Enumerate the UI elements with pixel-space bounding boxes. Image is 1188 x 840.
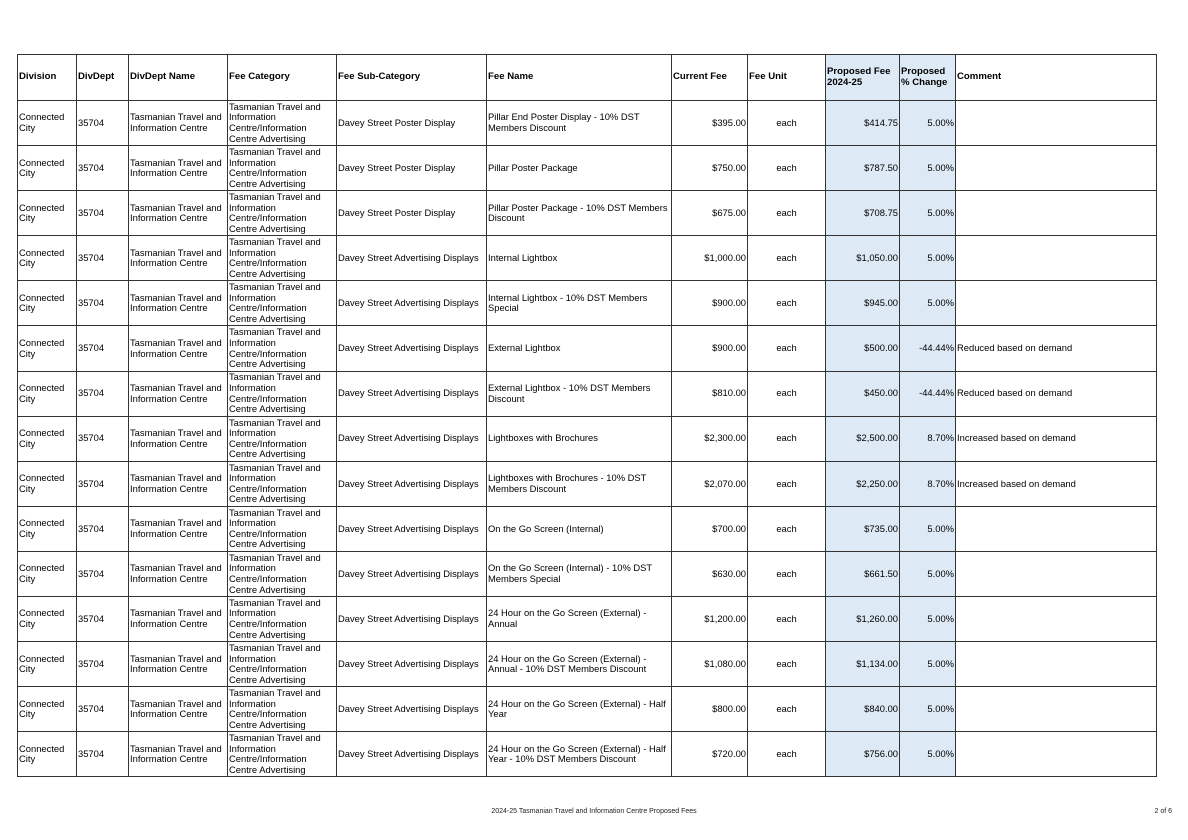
divdept-cell: 35704 xyxy=(77,506,129,551)
table-row xyxy=(18,642,1157,687)
fee-subcategory-cell: Davey Street Advertising Displays xyxy=(337,551,487,596)
table-row xyxy=(18,326,1157,371)
proposed-fee-cell: $661.50 xyxy=(826,551,900,596)
fee-name-cell: Pillar Poster Package xyxy=(487,146,672,191)
proposed-fee-cell: $450.00 xyxy=(826,371,900,416)
fee-subcategory-cell: Davey Street Advertising Displays xyxy=(337,281,487,326)
fee-unit-cell: each xyxy=(748,236,826,281)
divdept-cell: 35704 xyxy=(77,687,129,732)
current-fee-cell: $675.00 xyxy=(672,191,748,236)
divdept-cell: 35704 xyxy=(77,146,129,191)
division-cell: Connected City xyxy=(18,597,77,642)
header-row xyxy=(18,55,1157,101)
table-row xyxy=(18,146,1157,191)
current-fee-cell: $810.00 xyxy=(672,371,748,416)
divdept-cell: 35704 xyxy=(77,326,129,371)
fee-subcategory-cell: Davey Street Advertising Displays xyxy=(337,687,487,732)
current-fee-cell: $630.00 xyxy=(672,551,748,596)
column-header: Fee Sub-Category xyxy=(337,55,487,101)
comment-cell xyxy=(956,146,1157,191)
division-cell: Connected City xyxy=(18,416,77,461)
page-number: 2 of 6 xyxy=(1154,808,1172,815)
fee-subcategory-cell: Davey Street Advertising Displays xyxy=(337,236,487,281)
division-cell: Connected City xyxy=(18,732,77,777)
fee-name-cell: 24 Hour on the Go Screen (External) - Half Year xyxy=(487,687,672,732)
divdept-cell: 35704 xyxy=(77,461,129,506)
fee-unit-cell: each xyxy=(748,416,826,461)
proposed-change-cell: 5.00% xyxy=(900,101,956,146)
table-row xyxy=(18,371,1157,416)
division-cell: Connected City xyxy=(18,461,77,506)
divdept-name-cell: Tasmanian Travel and Information Centre xyxy=(129,732,228,777)
divdept-name-cell: Tasmanian Travel and Information Centre xyxy=(129,371,228,416)
column-header: Proposed % Change xyxy=(900,55,956,101)
current-fee-cell: $1,080.00 xyxy=(672,642,748,687)
column-header: DivDept Name xyxy=(129,55,228,101)
proposed-change-cell: -44.44% xyxy=(900,371,956,416)
proposed-change-cell: 5.00% xyxy=(900,551,956,596)
divdept-cell: 35704 xyxy=(77,371,129,416)
proposed-change-cell: 5.00% xyxy=(900,236,956,281)
fee-unit-cell: each xyxy=(748,597,826,642)
comment-cell xyxy=(956,732,1157,777)
divdept-name-cell: Tasmanian Travel and Information Centre xyxy=(129,191,228,236)
table-row xyxy=(18,101,1157,146)
fee-unit-cell: each xyxy=(748,146,826,191)
fee-subcategory-cell: Davey Street Advertising Displays xyxy=(337,597,487,642)
table-row xyxy=(18,461,1157,506)
current-fee-cell: $1,200.00 xyxy=(672,597,748,642)
fee-subcategory-cell: Davey Street Poster Display xyxy=(337,101,487,146)
divdept-name-cell: Tasmanian Travel and Information Centre xyxy=(129,551,228,596)
division-cell: Connected City xyxy=(18,371,77,416)
proposed-fee-cell: $1,134.00 xyxy=(826,642,900,687)
current-fee-cell: $750.00 xyxy=(672,146,748,191)
fee-unit-cell: each xyxy=(748,191,826,236)
comment-cell xyxy=(956,191,1157,236)
divdept-name-cell: Tasmanian Travel and Information Centre xyxy=(129,326,228,371)
current-fee-cell: $900.00 xyxy=(672,326,748,371)
comment-cell xyxy=(956,506,1157,551)
division-cell: Connected City xyxy=(18,551,77,596)
fee-rows xyxy=(18,101,1157,777)
proposed-change-cell: 5.00% xyxy=(900,687,956,732)
division-cell: Connected City xyxy=(18,191,77,236)
comment-cell xyxy=(956,597,1157,642)
current-fee-cell: $2,300.00 xyxy=(672,416,748,461)
proposed-fee-cell: $2,250.00 xyxy=(826,461,900,506)
divdept-cell: 35704 xyxy=(77,416,129,461)
divdept-name-cell: Tasmanian Travel and Information Centre xyxy=(129,506,228,551)
fee-name-cell: Internal Lightbox xyxy=(487,236,672,281)
proposed-change-cell: 8.70% xyxy=(900,461,956,506)
comment-cell xyxy=(956,101,1157,146)
table-row xyxy=(18,551,1157,596)
fee-subcategory-cell: Davey Street Advertising Displays xyxy=(337,506,487,551)
current-fee-cell: $800.00 xyxy=(672,687,748,732)
fee-unit-cell: each xyxy=(748,101,826,146)
table-row xyxy=(18,281,1157,326)
fee-unit-cell: each xyxy=(748,281,826,326)
proposed-fee-cell: $787.50 xyxy=(826,146,900,191)
fee-name-cell: On the Go Screen (Internal) - 10% DST Members Special xyxy=(487,551,672,596)
fee-unit-cell: each xyxy=(748,732,826,777)
fee-name-cell: External Lightbox - 10% DST Members Discount xyxy=(487,371,672,416)
comment-cell xyxy=(956,687,1157,732)
comment-cell: Increased based on demand xyxy=(956,461,1157,506)
table-row xyxy=(18,732,1157,777)
fee-subcategory-cell: Davey Street Advertising Displays xyxy=(337,732,487,777)
fee-category-cell: Tasmanian Travel and Information Centre/Information Centre Advertising xyxy=(228,551,337,596)
division-cell: Connected City xyxy=(18,687,77,732)
column-header: Fee Unit xyxy=(748,55,826,101)
fee-subcategory-cell: Davey Street Advertising Displays xyxy=(337,326,487,371)
divdept-name-cell: Tasmanian Travel and Information Centre xyxy=(129,281,228,326)
fee-category-cell: Tasmanian Travel and Information Centre/Information Centre Advertising xyxy=(228,326,337,371)
comment-cell xyxy=(956,281,1157,326)
divdept-cell: 35704 xyxy=(77,551,129,596)
divdept-cell: 35704 xyxy=(77,642,129,687)
divdept-name-cell: Tasmanian Travel and Information Centre xyxy=(129,146,228,191)
proposed-fee-cell: $2,500.00 xyxy=(826,416,900,461)
table-row xyxy=(18,416,1157,461)
fee-category-cell: Tasmanian Travel and Information Centre/Information Centre Advertising xyxy=(228,461,337,506)
proposed-fee-cell: $945.00 xyxy=(826,281,900,326)
division-cell: Connected City xyxy=(18,506,77,551)
proposed-fee-cell: $1,260.00 xyxy=(826,597,900,642)
fee-unit-cell: each xyxy=(748,551,826,596)
divdept-name-cell: Tasmanian Travel and Information Centre xyxy=(129,101,228,146)
proposed-change-cell: -44.44% xyxy=(900,326,956,371)
comment-cell: Reduced based on demand xyxy=(956,326,1157,371)
proposed-fee-cell: $1,050.00 xyxy=(826,236,900,281)
divdept-cell: 35704 xyxy=(77,281,129,326)
fee-subcategory-cell: Davey Street Poster Display xyxy=(337,146,487,191)
division-cell: Connected City xyxy=(18,326,77,371)
fee-unit-cell: each xyxy=(748,371,826,416)
fee-unit-cell: each xyxy=(748,326,826,371)
fee-name-cell: Internal Lightbox - 10% DST Members Special xyxy=(487,281,672,326)
column-header: Current Fee xyxy=(672,55,748,101)
divdept-name-cell: Tasmanian Travel and Information Centre xyxy=(129,687,228,732)
column-header: Division xyxy=(18,55,77,101)
fee-name-cell: 24 Hour on the Go Screen (External) - Annual - 10% DST Members Discount xyxy=(487,642,672,687)
comment-cell xyxy=(956,236,1157,281)
fee-subcategory-cell: Davey Street Advertising Displays xyxy=(337,371,487,416)
current-fee-cell: $1,000.00 xyxy=(672,236,748,281)
proposed-fee-cell: $756.00 xyxy=(826,732,900,777)
table-row xyxy=(18,506,1157,551)
fee-name-cell: External Lightbox xyxy=(487,326,672,371)
comment-cell: Increased based on demand xyxy=(956,416,1157,461)
footer-title: 2024-25 Tasmanian Travel and Information Centre Proposed Fees xyxy=(491,808,697,815)
current-fee-cell: $2,070.00 xyxy=(672,461,748,506)
fee-category-cell: Tasmanian Travel and Information Centre/Information Centre Advertising xyxy=(228,687,337,732)
divdept-name-cell: Tasmanian Travel and Information Centre xyxy=(129,597,228,642)
fee-name-cell: On the Go Screen (Internal) xyxy=(487,506,672,551)
column-header: Fee Name xyxy=(487,55,672,101)
fee-name-cell: Lightboxes with Brochures xyxy=(487,416,672,461)
fee-category-cell: Tasmanian Travel and Information Centre/Information Centre Advertising xyxy=(228,642,337,687)
proposed-change-cell: 8.70% xyxy=(900,416,956,461)
fee-category-cell: Tasmanian Travel and Information Centre/Information Centre Advertising xyxy=(228,236,337,281)
proposed-change-cell: 5.00% xyxy=(900,506,956,551)
divdept-name-cell: Tasmanian Travel and Information Centre xyxy=(129,236,228,281)
divdept-cell: 35704 xyxy=(77,732,129,777)
fee-name-cell: Pillar End Poster Display - 10% DST Members Discount xyxy=(487,101,672,146)
proposed-change-cell: 5.00% xyxy=(900,732,956,777)
fee-category-cell: Tasmanian Travel and Information Centre/Information Centre Advertising xyxy=(228,416,337,461)
current-fee-cell: $700.00 xyxy=(672,506,748,551)
fee-subcategory-cell: Davey Street Advertising Displays xyxy=(337,416,487,461)
comment-cell xyxy=(956,642,1157,687)
table-row xyxy=(18,597,1157,642)
proposed-change-cell: 5.00% xyxy=(900,597,956,642)
divdept-cell: 35704 xyxy=(77,101,129,146)
divdept-name-cell: Tasmanian Travel and Information Centre xyxy=(129,642,228,687)
fee-unit-cell: each xyxy=(748,687,826,732)
fee-category-cell: Tasmanian Travel and Information Centre/Information Centre Advertising xyxy=(228,371,337,416)
divdept-cell: 35704 xyxy=(77,191,129,236)
fee-category-cell: Tasmanian Travel and Information Centre/Information Centre Advertising xyxy=(228,146,337,191)
fee-category-cell: Tasmanian Travel and Information Centre/Information Centre Advertising xyxy=(228,597,337,642)
proposed-fee-cell: $735.00 xyxy=(826,506,900,551)
column-header: Fee Category xyxy=(228,55,337,101)
division-cell: Connected City xyxy=(18,236,77,281)
division-cell: Connected City xyxy=(18,281,77,326)
divdept-name-cell: Tasmanian Travel and Information Centre xyxy=(129,416,228,461)
table-row xyxy=(18,236,1157,281)
fee-unit-cell: each xyxy=(748,642,826,687)
division-cell: Connected City xyxy=(18,101,77,146)
divdept-cell: 35704 xyxy=(77,236,129,281)
division-cell: Connected City xyxy=(18,642,77,687)
column-header: Proposed Fee 2024-25 xyxy=(826,55,900,101)
fee-name-cell: 24 Hour on the Go Screen (External) - Annual xyxy=(487,597,672,642)
divdept-cell: 35704 xyxy=(77,597,129,642)
proposed-change-cell: 5.00% xyxy=(900,191,956,236)
fee-name-cell: 24 Hour on the Go Screen (External) - Half Year - 10% DST Members Discount xyxy=(487,732,672,777)
current-fee-cell: $900.00 xyxy=(672,281,748,326)
fee-unit-cell: each xyxy=(748,506,826,551)
fee-name-cell: Pillar Poster Package - 10% DST Members Discount xyxy=(487,191,672,236)
table-row xyxy=(18,191,1157,236)
fee-subcategory-cell: Davey Street Advertising Displays xyxy=(337,642,487,687)
division-cell: Connected City xyxy=(18,146,77,191)
current-fee-cell: $720.00 xyxy=(672,732,748,777)
fee-subcategory-cell: Davey Street Poster Display xyxy=(337,191,487,236)
column-header: DivDept xyxy=(77,55,129,101)
comment-cell: Reduced based on demand xyxy=(956,371,1157,416)
table-row xyxy=(18,687,1157,732)
comment-cell xyxy=(956,551,1157,596)
proposed-change-cell: 5.00% xyxy=(900,642,956,687)
proposed-change-cell: 5.00% xyxy=(900,146,956,191)
fee-category-cell: Tasmanian Travel and Information Centre/Information Centre Advertising xyxy=(228,101,337,146)
current-fee-cell: $395.00 xyxy=(672,101,748,146)
fee-name-cell: Lightboxes with Brochures - 10% DST Members Discount xyxy=(487,461,672,506)
proposed-fee-cell: $708.75 xyxy=(826,191,900,236)
fee-category-cell: Tasmanian Travel and Information Centre/Information Centre Advertising xyxy=(228,732,337,777)
fee-category-cell: Tasmanian Travel and Information Centre/Information Centre Advertising xyxy=(228,191,337,236)
divdept-name-cell: Tasmanian Travel and Information Centre xyxy=(129,461,228,506)
proposed-fee-cell: $500.00 xyxy=(826,326,900,371)
fee-unit-cell: each xyxy=(748,461,826,506)
proposed-change-cell: 5.00% xyxy=(900,281,956,326)
proposed-fee-cell: $840.00 xyxy=(826,687,900,732)
column-header: Comment xyxy=(956,55,1157,101)
fee-category-cell: Tasmanian Travel and Information Centre/Information Centre Advertising xyxy=(228,281,337,326)
fee-category-cell: Tasmanian Travel and Information Centre/Information Centre Advertising xyxy=(228,506,337,551)
proposed-fee-cell: $414.75 xyxy=(826,101,900,146)
fee-subcategory-cell: Davey Street Advertising Displays xyxy=(337,461,487,506)
fees-table xyxy=(17,54,1157,777)
